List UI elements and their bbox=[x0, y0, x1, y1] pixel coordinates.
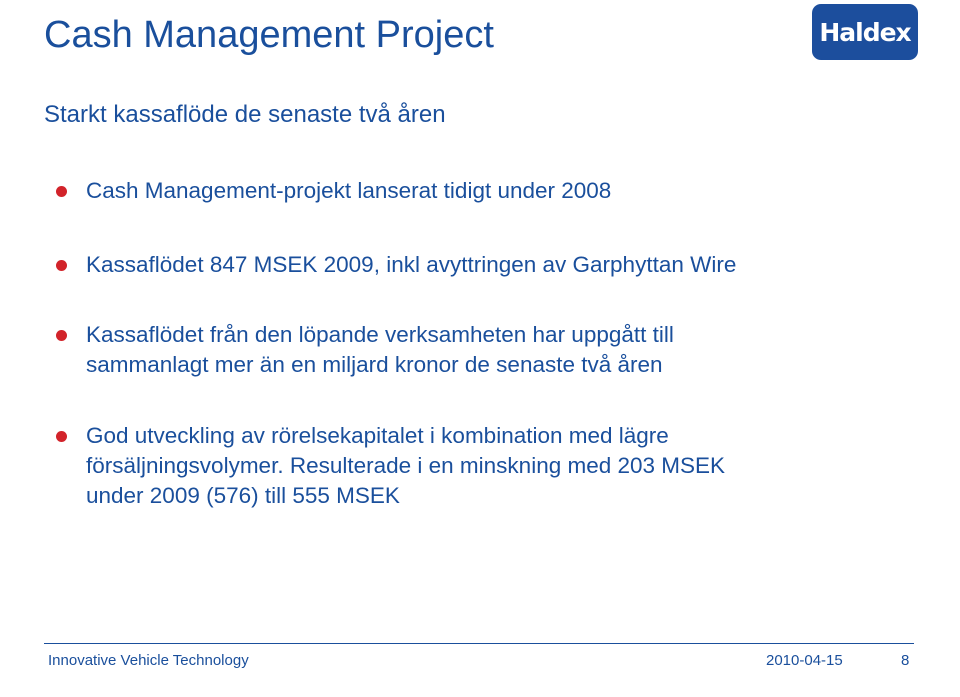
haldex-logo bbox=[812, 4, 918, 60]
footer-company: Innovative Vehicle Technology bbox=[48, 652, 249, 669]
bullet-line: Cash Management-projekt lanserat tidigt under 2008 bbox=[86, 178, 612, 203]
slide-subtitle: Starkt kassaflöde de senaste två åren bbox=[44, 101, 446, 128]
slide-title: Cash Management Project bbox=[44, 14, 494, 56]
footer-page-number: 8 bbox=[901, 652, 910, 669]
bullet-line: försäljningsvolymer. Resulterade i en minskning med 203 MSEK bbox=[86, 453, 726, 478]
bullet-item-4 bbox=[86, 421, 846, 511]
bullet-item-1 bbox=[86, 176, 846, 206]
bullet-line: God utveckling av rörelsekapitalet i kombination med lägre bbox=[86, 423, 669, 448]
bullet-dot-icon bbox=[56, 330, 67, 341]
bullet-item-3 bbox=[86, 320, 846, 380]
footer-date: 2010-04-15 bbox=[766, 652, 843, 669]
logo-text: Haldex bbox=[819, 17, 911, 47]
bullet-line: Kassaflödet 847 MSEK 2009, inkl avyttringen av Garphyttan Wire bbox=[86, 252, 737, 277]
bullet-dot-icon bbox=[56, 260, 67, 271]
bullet-line: sammanlagt mer än en miljard kronor de senaste två åren bbox=[86, 352, 663, 377]
bullet-dot-icon bbox=[56, 431, 67, 442]
bullet-item-2 bbox=[86, 250, 846, 280]
footer-divider bbox=[44, 643, 914, 644]
bullet-dot-icon bbox=[56, 186, 67, 197]
bullet-line: Kassaflödet från den löpande verksamheten har uppgått till bbox=[86, 322, 674, 347]
bullet-line: under 2009 (576) till 555 MSEK bbox=[86, 483, 400, 508]
